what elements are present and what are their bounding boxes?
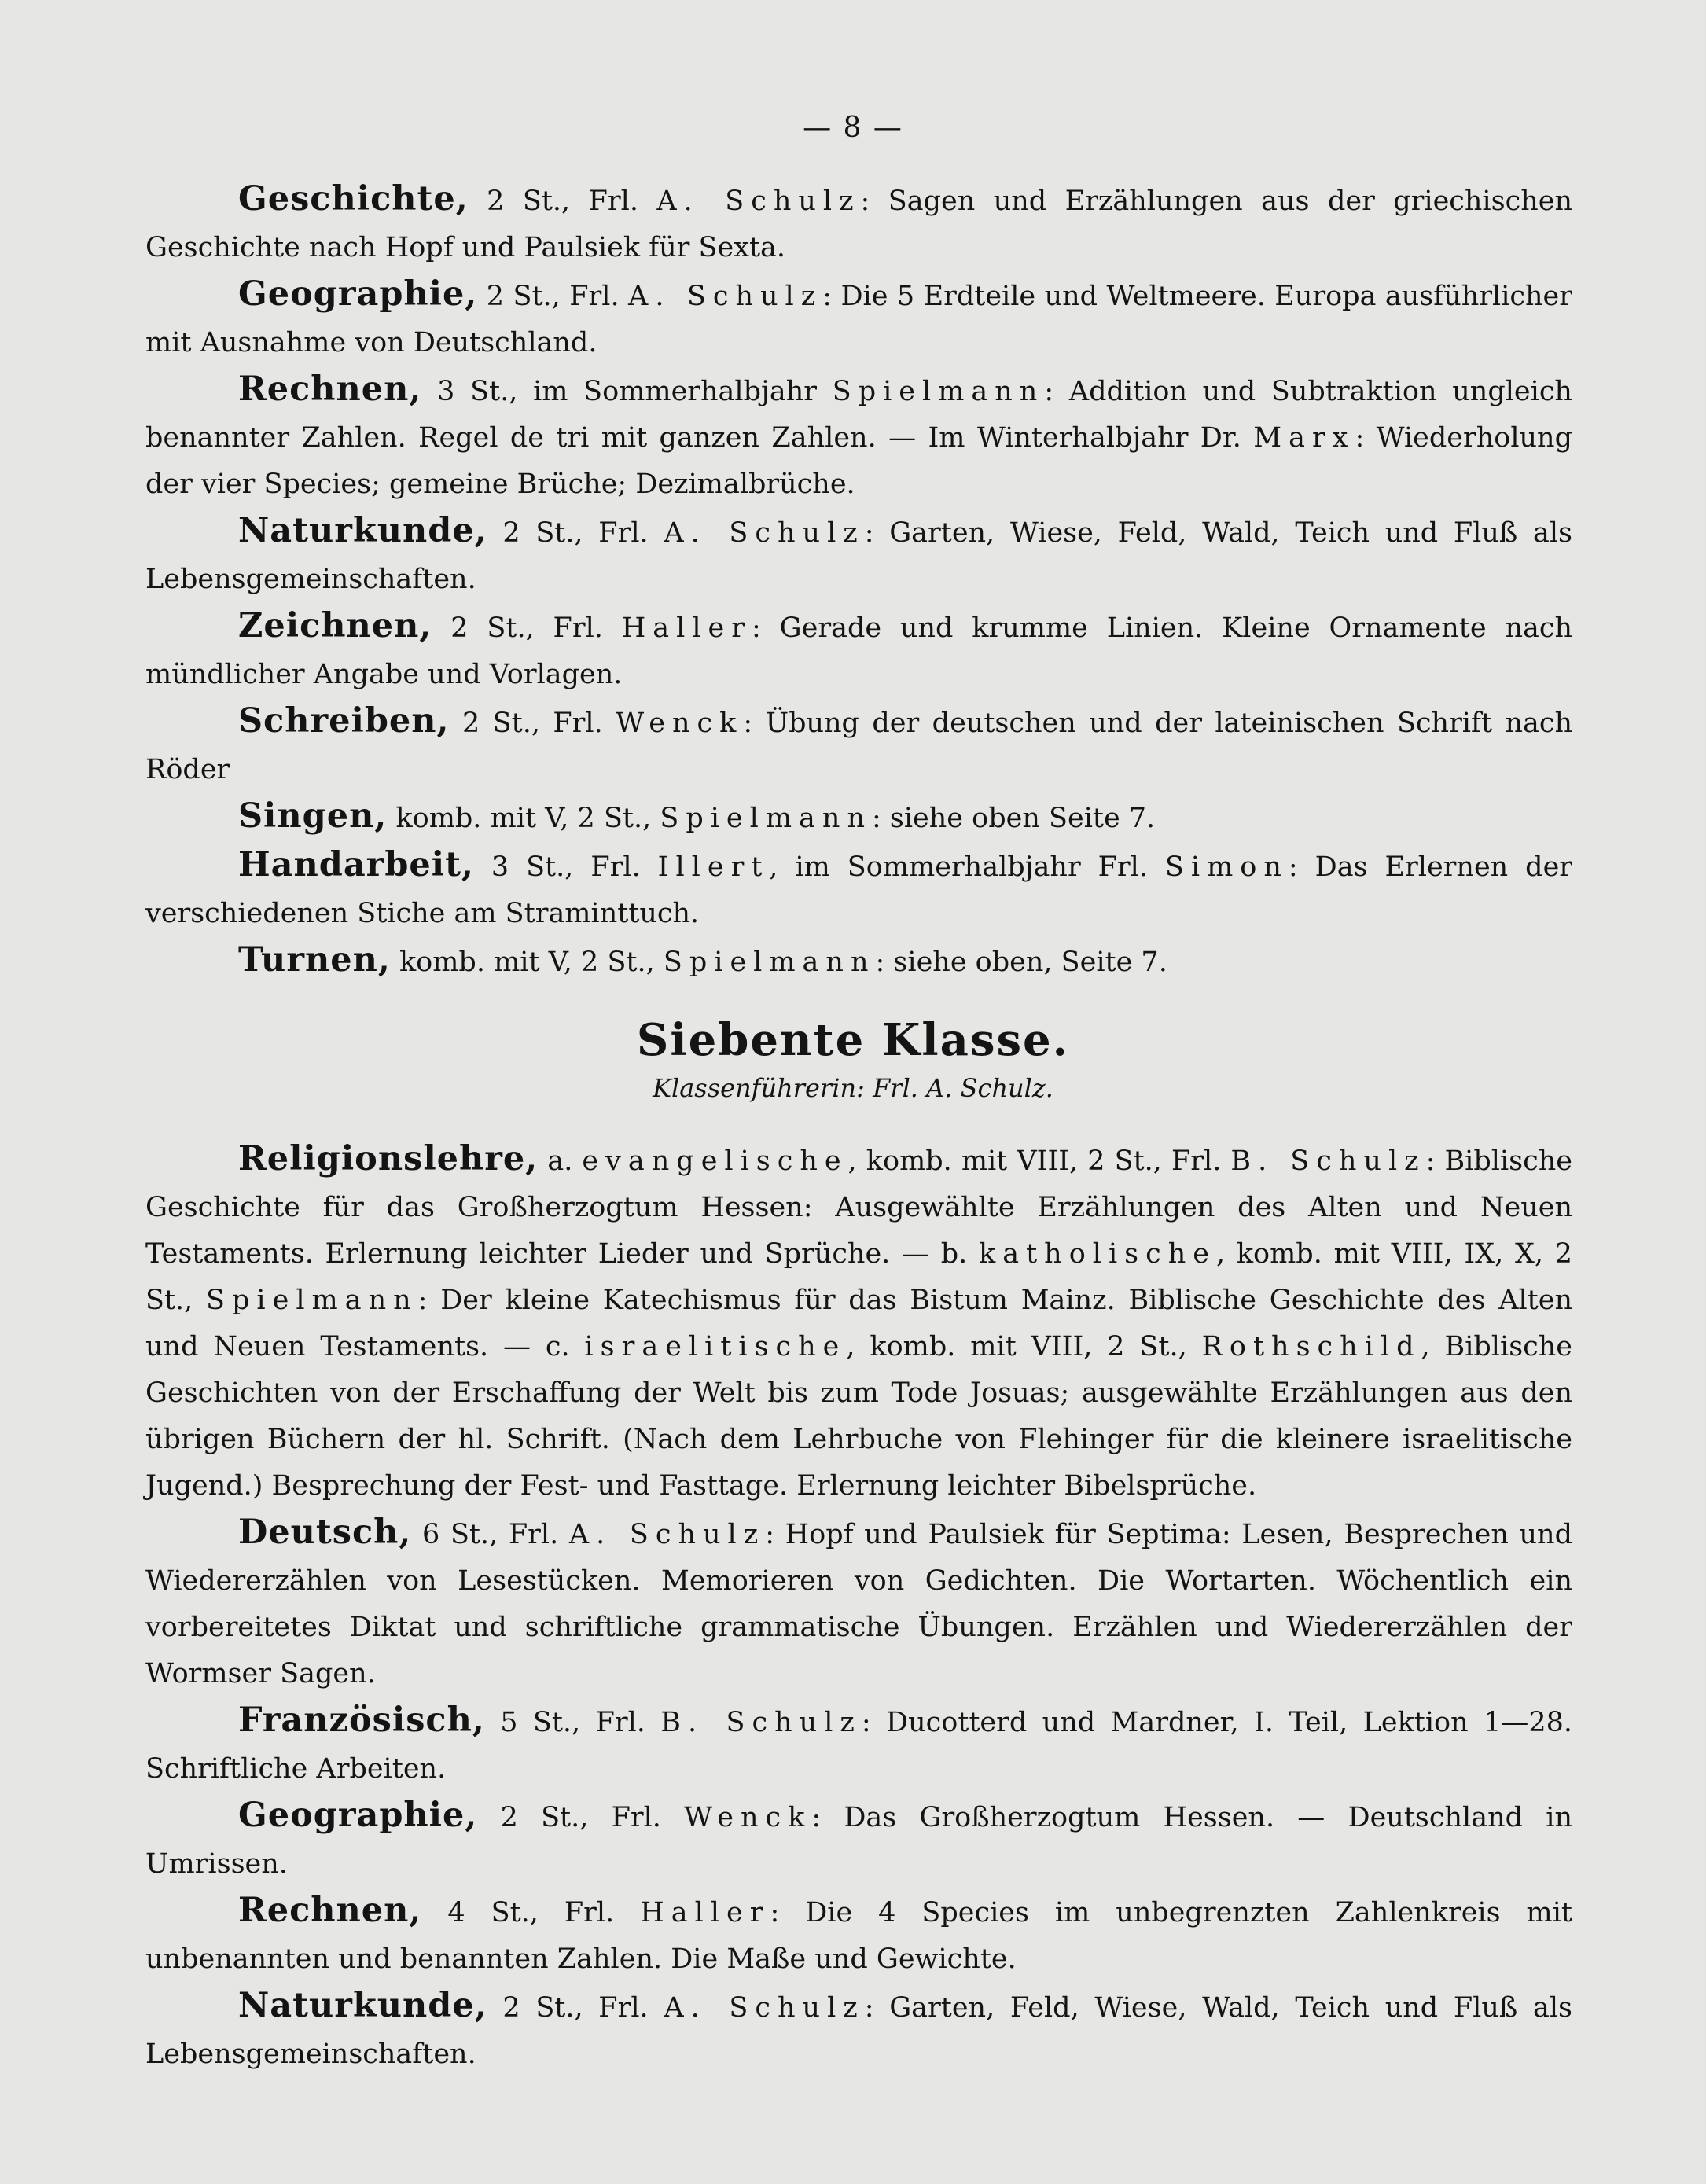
entry-text: : Gerade und krumme Linien. Kleine Ornamente nach mündlicher Angabe und Vorlagen.: [145, 612, 1573, 690]
entry-text: : Das Großherzogtum Hessen. — Deutschland in Umrissen.: [145, 1802, 1572, 1880]
entry-text: 2 St., Frl.: [487, 517, 664, 549]
entry-text: 2 St., Frl.: [449, 708, 616, 739]
section-one-entries: [145, 176, 1572, 986]
entry-text: : Ducotterd und Mardner, I. Teil, Lektion 1—28. Schriftliche Arbeiten.: [145, 1707, 1572, 1785]
subject-title: Deutsch,: [238, 1513, 412, 1552]
page-number: — 8 —: [803, 112, 903, 144]
entry-text: : Garten, Wiese, Feld, Wald, Teich und Fluß als Lebensgemeinschaften.: [145, 517, 1572, 595]
subject-title: Zeichnen,: [238, 606, 432, 645]
subject-entry: [145, 698, 1572, 793]
spaced-name: evangelische: [582, 1145, 848, 1177]
spaced-name: B. Schulz: [1230, 1145, 1426, 1177]
subject-entry: [145, 366, 1572, 508]
subject-entry: [145, 1983, 1572, 2078]
subject-title: Französisch,: [238, 1701, 485, 1740]
entry-text: : Wiederholung der vier Species; gemeine Brüche; Dezimalbrüche.: [145, 422, 1573, 500]
entry-text: : Addition und Subtraktion ungleich benannter Zahlen. Regel de tri mit ganzen Zahlen. — Im Winterhalbjahr Dr.: [145, 376, 1572, 454]
entry-text: , komb. mit VIII, IX, X, 2 St.,: [145, 1238, 1572, 1316]
entry-text: 2 St., Frl.: [432, 612, 622, 644]
entry-text: 4 St., Frl.: [421, 1897, 641, 1928]
spaced-name: israelitische: [584, 1331, 847, 1362]
spaced-name: A. Schulz: [628, 281, 823, 312]
subject-title: Schreiben,: [238, 701, 450, 741]
spaced-name: Spielmann: [663, 947, 876, 978]
entry-text: 2 St., Frl.: [468, 186, 657, 217]
subject-title: Singen,: [238, 796, 388, 836]
spaced-name: A. Schulz: [664, 1992, 865, 2024]
subject-title: Rechnen,: [238, 370, 422, 409]
subject-entry: [145, 937, 1572, 986]
entry-text: : siehe oben Seite 7.: [871, 803, 1156, 834]
spaced-name: Marx: [1253, 422, 1355, 454]
subject-entry: [145, 1136, 1572, 1509]
subject-entry: [145, 1792, 1572, 1888]
entry-text: 2 St., Frl.: [477, 281, 629, 312]
subject-title: Geographie,: [238, 1796, 478, 1835]
entry-text: 2 St., Frl.: [487, 1992, 664, 2024]
subject-entry: [145, 603, 1572, 698]
subject-title: Geschichte,: [238, 179, 469, 219]
subject-entry: [145, 1697, 1572, 1792]
spaced-name: Illert: [657, 851, 770, 883]
spaced-name: Haller: [640, 1897, 770, 1928]
entry-text: : Hopf und Paulsiek für Septima: Lesen, Besprechen und Wiedererzählen von Lesestücken. Memorieren von Gedichten. Die Wortarten. Wöchentlich ein vorbereitetes Diktat und schriftliche grammatische Übungen. Erzählen und Wiedererzählen der Wormser Sagen.: [145, 1519, 1573, 1689]
section-two-entries: [145, 1136, 1572, 2078]
entry-text: 6 St., Frl.: [411, 1519, 569, 1550]
subject-entry: [145, 1888, 1572, 1983]
entry-text: , komb. mit VIII, 2 St., Frl.: [847, 1145, 1231, 1177]
entry-text: komb. mit V, 2 St.,: [390, 947, 664, 978]
entry-text: : Biblische Geschichte für das Großherzogtum Hessen: Ausgewählte Erzählungen des Alten und Neuen Testaments. Erlernung leichter Lieder und Sprüche. — b.: [145, 1145, 1572, 1270]
subject-entry: [145, 176, 1572, 271]
entry-text: : Das Erlernen der verschiedenen Stiche am Straminttuch.: [145, 851, 1573, 929]
subject-entry: [145, 1509, 1572, 1697]
subject-title: Naturkunde,: [238, 1986, 487, 2025]
entry-text: : Garten, Feld, Wiese, Wald, Teich und Fluß als Lebensgemeinschaften.: [145, 1992, 1572, 2070]
spaced-name: Simon: [1164, 851, 1289, 883]
entry-text: komb. mit V, 2 St.,: [387, 803, 660, 834]
spaced-name: Wenck: [684, 1802, 812, 1833]
subject-entry: [145, 508, 1572, 603]
entry-text: , Biblische Geschichten von der Erschaffung der Welt bis zum Tode Josuas; ausgewählte Erzählungen aus den übrigen Büchern der hl. Schrift. (Nach dem Lehrbuche von Flehinger für die kleinere israelitische Jugend.) Besprechung der Fest- und Fasttage. Erlernung leichter Bibelsprüche.: [145, 1331, 1573, 1502]
entry-text: : siehe oben, Seite 7.: [875, 947, 1167, 978]
spaced-name: Spielmann: [660, 803, 872, 834]
entry-text: 5 St., Frl.: [484, 1707, 661, 1738]
subject-entry: [145, 842, 1572, 937]
entry-text: : Die 5 Erdteile und Weltmeere. Europa ausführlicher mit Ausnahme von Deutschland.: [145, 281, 1572, 358]
subject-entry: [145, 793, 1572, 842]
spaced-name: Wenck: [616, 708, 744, 739]
subject-entry: [145, 271, 1572, 366]
entry-text: , im Sommerhalbjahr Frl.: [769, 851, 1165, 883]
subject-title: Geographie,: [238, 274, 478, 314]
subject-title: Rechnen,: [238, 1891, 422, 1930]
spaced-name: A. Schulz: [664, 517, 865, 549]
spaced-name: katholische: [979, 1238, 1216, 1270]
subject-title: Naturkunde,: [238, 511, 487, 550]
class-teacher-line: Klassenführerin: Frl. A. Schulz.: [653, 1073, 1053, 1103]
entry-text: 3 St., Frl.: [473, 851, 658, 883]
entry-text: : Übung der deutschen und der lateinischen Schrift nach Röder: [145, 708, 1572, 785]
class-heading: Siebente Klasse.: [636, 1014, 1070, 1066]
entry-text: : Sagen und Erzählungen aus der griechischen Geschichte nach Hopf und Paulsiek für Sexta.: [145, 186, 1572, 263]
subject-title: Turnen,: [238, 940, 391, 980]
spaced-name: A. Schulz: [656, 186, 861, 217]
spaced-name: A. Schulz: [568, 1519, 766, 1550]
entry-text: a.: [538, 1145, 583, 1177]
subject-title: Religionslehre,: [238, 1139, 539, 1178]
entry-text: : Die 4 Species im unbegrenzten Zahlenkreis mit unbenannten und benannten Zahlen. Die Maße und Gewichte.: [145, 1897, 1572, 1975]
spaced-name: Rothschild: [1201, 1331, 1421, 1362]
spaced-name: Spielmann: [832, 376, 1045, 407]
spaced-name: Spielmann: [206, 1285, 418, 1316]
subject-title: Handarbeit,: [238, 845, 474, 884]
spaced-name: Haller: [621, 612, 752, 644]
spaced-name: B. Schulz: [660, 1707, 862, 1738]
entry-text: 3 St., im Sommerhalbjahr: [421, 376, 833, 407]
entry-text: , komb. mit VIII, 2 St.,: [846, 1331, 1202, 1362]
entry-text: 2 St., Frl.: [477, 1802, 685, 1833]
entry-text: : Der kleine Katechismus für das Bistum Mainz. Biblische Geschichte des Alten und Neuen Testaments. — c.: [145, 1285, 1572, 1362]
